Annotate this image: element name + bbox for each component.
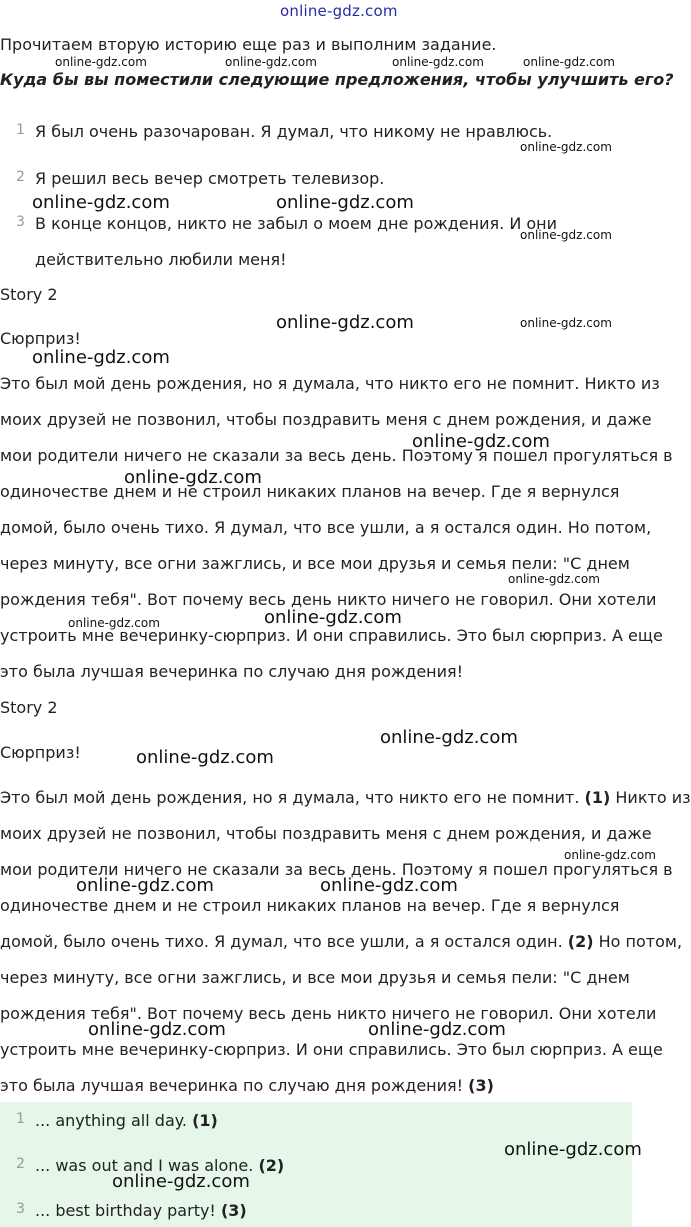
watermark: online-gdz.com	[392, 55, 484, 69]
watermark: online-gdz.com	[276, 312, 414, 333]
answer-text: ... best birthday party! (3)	[35, 1201, 247, 1220]
story-line: устроить мне вечеринку-сюрприз. И они справились. Это был сюрприз. А еще	[0, 1040, 663, 1059]
sentence-text: В конце концов, никто не забыл о моем дне рождения. И они	[35, 214, 558, 233]
story-line: рождения тебя". Вот почему весь день никто ничего не говорил. Они хотели	[0, 590, 657, 609]
watermark: online-gdz.com	[112, 1171, 250, 1192]
answer-text: ... anything all day. (1)	[35, 1111, 218, 1130]
story-line: одиночестве днем и не строил никаких планов на вечер. Где я вернулся	[0, 482, 620, 501]
watermark: online-gdz.com	[32, 192, 170, 213]
story-heading: Story 2	[0, 285, 58, 304]
story-line: Это был мой день рождения, но я думала, что никто его не помнит. (1) Никто из	[0, 788, 691, 807]
story-heading: Story 2	[0, 698, 58, 717]
story-line: одиночестве днем и не строил никаких планов на вечер. Где я вернулся	[0, 896, 620, 915]
story-title: Сюрприз!	[0, 329, 81, 348]
task-question: Куда бы вы поместили следующие предложения, чтобы улучшить его?	[0, 70, 674, 89]
watermark: online-gdz.com	[76, 875, 214, 896]
story-line: мои родители ничего не сказали за весь день. Поэтому я пошел прогуляться в	[0, 446, 673, 465]
watermark: online-gdz.com	[520, 140, 612, 154]
item-number: 3	[16, 1201, 25, 1217]
answer-box	[0, 1102, 632, 1227]
item-number: 2	[16, 169, 25, 185]
position-marker: (1)	[584, 788, 611, 807]
watermark: online-gdz.com	[225, 55, 317, 69]
watermark: online-gdz.com	[520, 316, 612, 330]
story-line: домой, было очень тихо. Я думал, что все ушли, а я остался один. Но потом,	[0, 518, 652, 537]
position-marker: (2)	[567, 932, 594, 951]
watermark: online-gdz.com	[55, 55, 147, 69]
story-line: моих друзей не позвонил, чтобы поздравить меня с днем рождения, и даже	[0, 410, 652, 429]
watermark: online-gdz.com	[412, 431, 550, 452]
watermark: online-gdz.com	[276, 192, 414, 213]
story-line: мои родители ничего не сказали за весь день. Поэтому я пошел прогуляться в	[0, 860, 673, 879]
story-line: моих друзей не позвонил, чтобы поздравить меня с днем рождения, и даже	[0, 824, 652, 843]
item-number: 2	[16, 1156, 25, 1172]
sentence-text: Я решил весь вечер смотреть телевизор.	[35, 169, 385, 188]
watermark: online-gdz.com	[136, 747, 274, 768]
site-link[interactable]: online-gdz.com	[280, 2, 398, 20]
watermark: online-gdz.com	[368, 1019, 506, 1040]
watermark: online-gdz.com	[564, 848, 656, 862]
item-number: 1	[16, 122, 25, 138]
watermark: online-gdz.com	[68, 616, 160, 630]
item-number: 3	[16, 214, 25, 230]
story-title: Сюрприз!	[0, 743, 81, 762]
story-line: через минуту, все огни зажглись, и все мои друзья и семья пели: "С днем	[0, 554, 630, 573]
watermark: online-gdz.com	[124, 467, 262, 488]
watermark: online-gdz.com	[32, 347, 170, 368]
sentence-text: Я был очень разочарован. Я думал, что никому не нравлюсь.	[35, 122, 553, 141]
story-line: это была лучшая вечеринка по случаю дня рождения!	[0, 662, 464, 681]
watermark: online-gdz.com	[320, 875, 458, 896]
story-line: домой, было очень тихо. Я думал, что все ушли, а я остался один. (2) Но потом,	[0, 932, 683, 951]
story-line: это была лучшая вечеринка по случаю дня рождения! (3)	[0, 1076, 494, 1095]
watermark: online-gdz.com	[88, 1019, 226, 1040]
watermark: online-gdz.com	[264, 607, 402, 628]
watermark: online-gdz.com	[523, 55, 615, 69]
answer-text: ... was out and I was alone. (2)	[35, 1156, 285, 1175]
story-line: устроить мне вечеринку-сюрприз. И они справились. Это был сюрприз. А еще	[0, 626, 663, 645]
story-line: через минуту, все огни зажглись, и все мои друзья и семья пели: "С днем	[0, 968, 630, 987]
item-number: 1	[16, 1111, 25, 1127]
sentence-text: действительно любили меня!	[35, 250, 287, 269]
watermark: online-gdz.com	[380, 727, 518, 748]
watermark: online-gdz.com	[520, 228, 612, 242]
story-line: Это был мой день рождения, но я думала, что никто его не помнит. Никто из	[0, 374, 660, 393]
watermark: online-gdz.com	[508, 572, 600, 586]
watermark: online-gdz.com	[504, 1139, 642, 1160]
story-line: рождения тебя". Вот почему весь день никто ничего не говорил. Они хотели	[0, 1004, 657, 1023]
task-intro: Прочитаем вторую историю еще раз и выполним задание.	[0, 35, 497, 54]
position-marker: (3)	[468, 1076, 494, 1095]
